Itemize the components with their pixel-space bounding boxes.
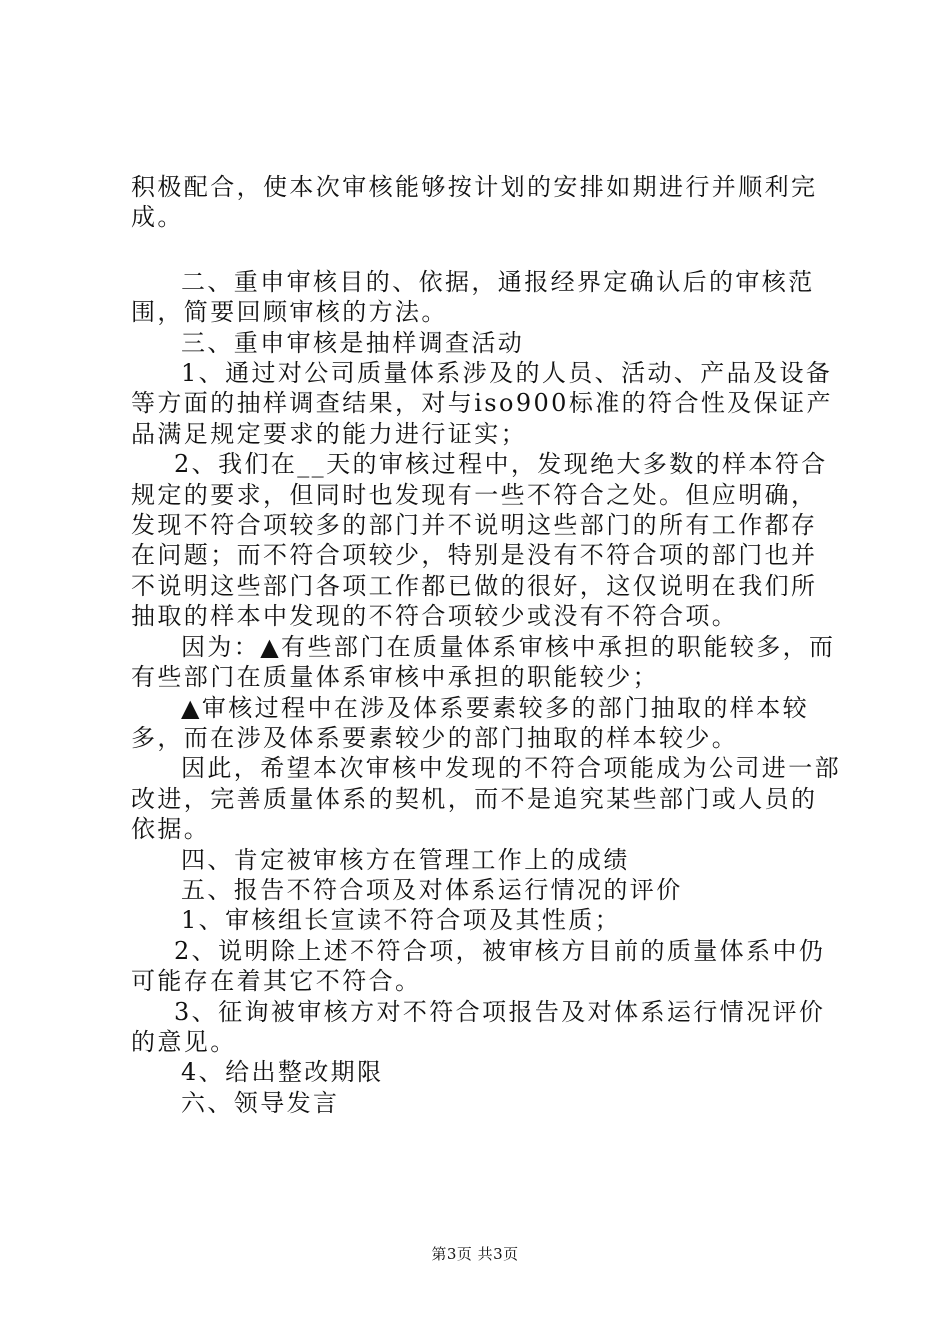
paragraph-gap [131,233,841,267]
section-five-heading: 五、报告不符合项及对体系运行情况的评价 [181,875,683,904]
reason-paragraph: 因为：▲有些部门在质量体系审核中承担的职能较多，而有些部门在质量体系审核中承担的职能较少； [131,632,836,692]
reason-second-paragraph: ▲审核过程中在涉及体系要素较多的部门抽取的样本较多，而在涉及体系要素较少的部门抽取的样本较少。 [131,693,810,752]
therefore-paragraph: 因此，希望本次审核中发现的不符合项能成为公司进一部改进，完善质量体系的契机，而不是追究某些部门或人员的依据。 [131,754,841,844]
item-2-paragraph: 2、我们在__天的审核过程中，发现绝大多数的样本符合规定的要求，但同时也发现有一些不符合之处。但应明确，发现不符合项较多的部门并不说明这些部门的所有工作都存在问题；而不符合项较少，特别是没有不符合项的部门也并不说明这些部门各项工作都已做的很好，这仅说明在我们所抽取的样本中发现的不符合项较少或没有不符合项。 [131,450,828,631]
five-item-3: 3、征询被审核方对不符合项报告及对体系运行情况评价的意见。 [131,997,826,1056]
paragraph-continuation: 积极配合，使本次审核能够按计划的安排如期进行并顺利完成。 [131,173,818,232]
five-item-1: 1、审核组长宣读不符合项及其性质； [181,906,622,935]
five-item-4: 4、给出整改期限 [181,1058,384,1087]
document-body [131,172,841,1118]
section-four-heading: 四、肯定被审核方在管理工作上的成绩 [181,845,630,874]
section-three-heading: 三、重申审核是抽样调查活动 [181,328,525,357]
page-footer: 第3页 共3页 [431,1245,519,1263]
section-two-paragraph: 二、重申审核目的、依据，通报经界定确认后的审核范围，简要回顾审核的方法。 [131,267,815,327]
item-1-paragraph: 1、通过对公司质量体系涉及的人员、活动、产品及设备等方面的抽样调查结果，对与iso900标准的符合性及保证产品满足规定要求的能力进行证实； [131,359,833,448]
section-six-heading: 六、领导发言 [181,1088,340,1117]
five-item-2: 2、说明除上述不符合项，被审核方目前的质量体系中仍可能存在着其它不符合。 [131,936,826,996]
